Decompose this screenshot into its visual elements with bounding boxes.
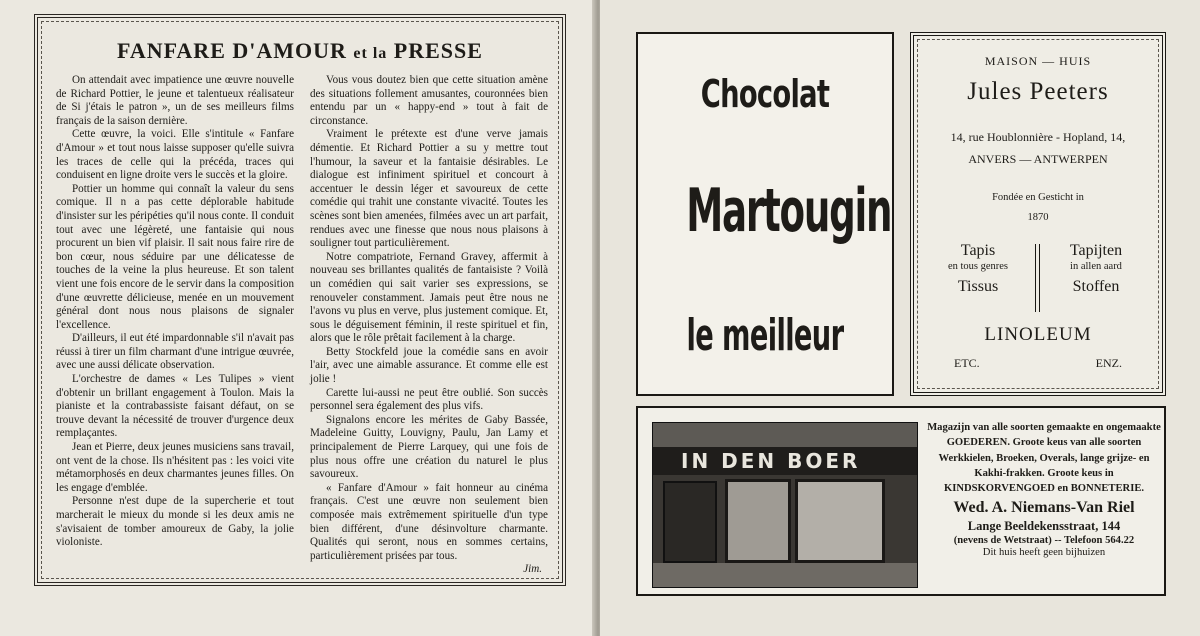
peeters-year: 1870 bbox=[1027, 212, 1049, 223]
paragraph: Betty Stockfeld joue la comédie sans en avoir l'air, avec une aimable assurance. Et comme elle est jolie ! bbox=[310, 345, 548, 386]
photo-upper-facade bbox=[653, 423, 917, 447]
peeters-stoffen: Stoffen bbox=[1072, 278, 1120, 295]
photo-window bbox=[725, 479, 791, 563]
photo-door bbox=[663, 481, 717, 563]
peeters-city: ANVERS — ANTWERPEN bbox=[968, 152, 1108, 166]
niemans-name: Wed. A. Niemans-Van Riel bbox=[953, 499, 1135, 517]
shopfront-sign: IN DEN BOER bbox=[681, 449, 861, 473]
peeters-address: 14, rue Houblonnière - Hopland, 14, bbox=[950, 130, 1126, 144]
niemans-phone: (nevens de Wetstraat) -- Telefoon 564.22 bbox=[953, 535, 1135, 547]
article-title-main: FANFARE D'AMOUR bbox=[117, 38, 347, 63]
photo-window bbox=[795, 479, 885, 563]
shopfront-photo bbox=[652, 422, 918, 588]
chocolate-ad-brand: Martougin bbox=[686, 176, 892, 246]
niemans-text bbox=[926, 420, 1162, 558]
paragraph: Vous vous doutez bien que cette situation amène des situations follement amusantes, couronnées bien entendu par un « happy-end » tout à fait de circonstance. bbox=[310, 74, 548, 127]
paragraph: Signalons encore les mérites de Gaby Bassée, Madeleine Guitty, Louvigny, Paulu, Jan Lamy et principalement de Pierre Larquey, qui une fois de plus nous offre une création du naturel le plus savoureux. bbox=[310, 413, 548, 481]
article-column-right bbox=[310, 74, 548, 577]
peeters-tapijten: Tapijten bbox=[1069, 242, 1123, 259]
paragraph: Jean et Pierre, deux jeunes musiciens sans travail, ont vent de la chose. Ils n'hésitent pas : les voici vite métamorphosés en deux charmantes jeunes filles. On les engage d'emblée. bbox=[56, 441, 294, 494]
article-column-left bbox=[56, 74, 294, 550]
photo-street bbox=[653, 563, 917, 587]
left-page bbox=[0, 0, 596, 636]
peeters-dutch-column bbox=[1042, 242, 1150, 296]
peeters-founded: Fondée en Gesticht in bbox=[992, 192, 1084, 203]
paragraph: Carette lui-aussi ne peut être oublié. Son succès personnel sera également des plus vifs. bbox=[310, 386, 548, 413]
peeters-header: MAISON — HUIS bbox=[984, 54, 1092, 68]
niemans-note: Dit huis heeft geen bijhuizen bbox=[982, 547, 1106, 559]
peeters-divider bbox=[1035, 244, 1040, 312]
peeters-name: Jules Peeters bbox=[967, 78, 1109, 105]
peeters-advertisement bbox=[910, 32, 1166, 396]
article-frame bbox=[34, 14, 566, 586]
peeters-tapis: Tapis bbox=[960, 242, 996, 259]
paragraph: Pottier un homme qui connaît la valeur du sens comique. Il n a pas cette déplorable habitude d'insister sur les péripéties qu'il nous conte. Il conduit tout avec une légèreté, une fantaisie qui nous procurent un bien vif plaisir. Il sait nous faire rire de bon cœur, nous séduire par une délicatesse de touches de la veine la plus heureuse. Et son talent vient une fois encore de le servir dans la composition d'une œuvrette délicieuse, menée en un mouvement général dont nous nous plaisons de signaler l'excellence. bbox=[56, 182, 294, 331]
peeters-en-tous-genres: en tous genres bbox=[947, 261, 1009, 272]
paragraph: « Fanfare d'Amour » fait honneur au cinéma français. C'est une œuvre non seulement bien composée mais extrêmement spirituelle d'un type bien différent, d'une désinvolture charmante. Qualités qui seront, nous en sommes certains, particulièrement prisées par tous. bbox=[310, 481, 548, 562]
niemans-advertisement bbox=[636, 406, 1166, 596]
paragraph: Cette œuvre, la voici. Elle s'intitule « Fanfare d'Amour » et tout nous laisse supposer qu'elle suivra les traces de celle qui la précéda, traces qui conduisent en ligne droite vers le succès et la gloire. bbox=[56, 128, 294, 182]
article-title-joiner: et la bbox=[353, 45, 388, 62]
chocolate-advertisement bbox=[636, 32, 894, 396]
article-signature: Jim. bbox=[523, 563, 542, 576]
peeters-linoleum: LINOLEUM bbox=[984, 324, 1092, 345]
niemans-description: Magazijn van alle soorten gemaakte en ongemaakte GOEDEREN. Groote keus van alle soorten Werkkielen, Broeken, Overals, lange grijze- en Kakhi-frakken. Groote keus in KINDSKORVENGOED en BONNETERIE. bbox=[927, 422, 1161, 495]
peeters-french-column bbox=[924, 242, 1032, 296]
paragraph: L'orchestre de dames « Les Tulipes » vient d'obtenir un brillant engagement à Toulon. Mais la pianiste et la contrabassiste faisant défaut, on se trouve devant la nécessité de trouver d'urgence deux remplaçantes. bbox=[56, 373, 294, 440]
paragraph: Notre compatriote, Fernand Gravey, affermit à nouveau ses brillantes qualités de fantaisiste ? Voilà un comédien qui sait varier ses expressions, se renouveler constamment. Jamais peut être nous ne l'avons vu plus en verve, plus justement comique. Et, sous le déguisement féminin, il reste spirituel et fin, alors que le rôle prêtait facilement à la charge. bbox=[310, 250, 548, 345]
chocolate-ad-slogan: le meilleur bbox=[686, 310, 844, 361]
paragraph: On attendait avec impatience une œuvre nouvelle de Richard Pottier, le jeune et talentueux réalisateur de Si j'étais le patron », un de ses meilleurs films français de la saison dernière. bbox=[56, 74, 294, 127]
article-title bbox=[38, 38, 562, 64]
right-page bbox=[600, 0, 1200, 636]
peeters-in-allen-aard: in allen aard bbox=[1070, 261, 1122, 272]
peeters-enz: ENZ. bbox=[1095, 356, 1122, 370]
peeters-etc: ETC. bbox=[954, 356, 980, 370]
article-title-presse: PRESSE bbox=[393, 38, 483, 63]
niemans-address: Lange Beeldekensstraat, 144 bbox=[967, 519, 1121, 534]
peeters-tissus: Tissus bbox=[957, 278, 999, 295]
chocolate-ad-line-1: Chocolat bbox=[700, 72, 830, 116]
paragraph: Personne n'est dupe de la supercherie et tout marcherait le mieux du monde si les deux amis ne s'avisaient de tomber amoureux de Gaby, la jolie violoniste. bbox=[56, 495, 294, 549]
paragraph: Vraiment le prétexte est d'une verve jamais démentie. Et Richard Pottier a su y mettre tout l'humour, la saveur et la fantaisie désirables. Le dialogue est infiniment spirituel et concourt à accentuer le dessin léger et savoureux de cette comédie qui trahit une constante vivacité. Toutes les scènes sont bien amenées, filmées avec un art parfait, rendues avec une finesse que nous nous plaisons à souligner tout particulièrement. bbox=[310, 128, 548, 250]
paragraph: D'ailleurs, il eut été impardonnable s'il n'avait pas réussi à tirer un film charmant d'une intrigue œuvrée, avec une aussi délicate observation. bbox=[56, 332, 294, 372]
